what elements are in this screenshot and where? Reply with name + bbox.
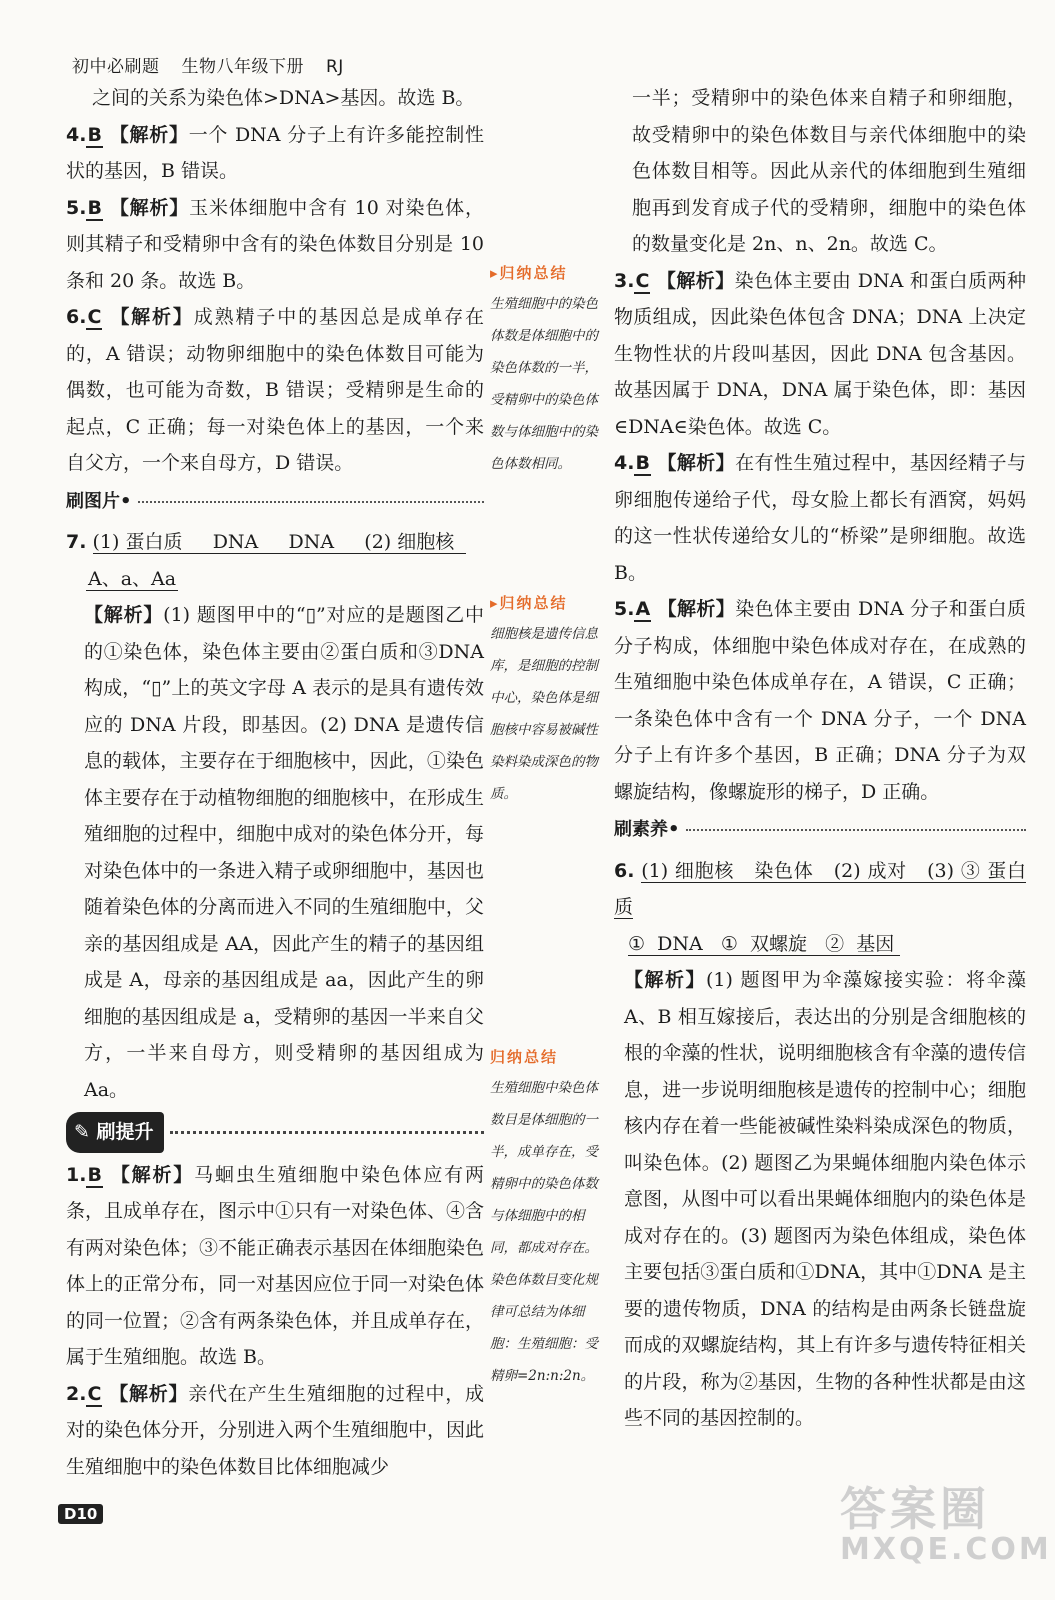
literacy-item-6-fill: 6. (1) 细胞核 染色体 (2) 成对 (3) ③ 蛋白质 ① DNA ① 双螺旋 ② 基因 <box>614 859 1027 955</box>
side-note-3: 归纳总结 生殖细胞中染色体数目是体细胞的一半，成单存在，受精卵中的染色体数与体细胞中的相同，都成对存在。染色体数目变化规律可总结为体细胞：生殖细胞：受精卵=2n:n:2n。 <box>490 1048 598 1384</box>
right-continuation: 一半；受精卵中的染色体来自精子和卵细胞，故受精卵中的染色体数目与亲代体细胞中的染色体数目相等。因此从亲代的体细胞到生殖细胞再到发育成子代的受精卵，细胞中的染色体的数量变化是 2n、n、2n。故选 C。 <box>632 87 1026 255</box>
answer-item-5: 5.B 【解析】玉米体细胞中含有 10 对染色体，则其精子和受精卵中含有的染色体数目分别是 10 条和 20 条。故选 B。 <box>66 196 484 292</box>
subject-title: 生物八年级下册 <box>181 57 304 77</box>
book-title: 初中必刷题 <box>72 57 160 77</box>
answer-item-6: 6.C 【解析】成熟精子中的基因总是成单存在的，A 错误；动物卵细胞中的染色体数目可能为偶数，也可能为奇数，B 错误；受精卵是生命的起点，C 正确；每一对染色体上的基因，一个来自父方，一个来自母方，D 错误。 <box>66 306 484 474</box>
answer-item-4: 4.B 【解析】一个 DNA 分子上有许多能控制性状的基因，B 错误。 <box>66 123 484 182</box>
improve-item-3: 3.C 【解析】染色体主要由 DNA 和蛋白质两种物质组成，因此染色体包含 DNA；DNA 上决定生物性状的片段叫基因，因此 DNA 包含基因。故基因属于 DNA，DNA 属于染色体，即：基因∈DNA∈染色体。故选 C。 <box>614 269 1026 438</box>
watermark-logo: 答案圈 MXQE.COM <box>840 1482 1052 1567</box>
left-column <box>66 80 484 1485</box>
edition: RJ <box>326 57 344 77</box>
answer-item-7-fill: 7. (1) 蛋白质 DNA DNA (2) 细胞核 A、a、Aa <box>66 524 484 597</box>
arrow-icon: ▸ <box>490 594 500 612</box>
literacy-item-6-explain: 【解析】(1) 题图甲为伞藻嫁接实验：将伞藻 A、B 相互嫁接后，表达出的分别是含细胞核的根的伞藻的性状，说明细胞核含有伞藻的遗传信息，进一步说明细胞核是遗传的控制中心；细胞核内存在着一些能被碱性染料染成深色的物质，叫染色体。(2) 题图乙为果蝇体细胞内染色体示意图，从图中可以看出果蝇体细胞内的染色体是成对存在的。(3) 题图丙为染色体组成，染色体主要包括③蛋白质和①DNA，其中①DNA 是主要的遗传物质，DNA 的结构是由两条长链盘旋而成的双螺旋结构，其上有许多与遗传特征相关的片段，称为②基因，生物的各种性状都是由这些不同的基因控制的。 <box>624 969 1026 1429</box>
section-heading-improve <box>66 1112 484 1153</box>
improve-item-5: 5.A 【解析】染色体主要由 DNA 分子和蛋白质分子构成，体细胞中染色体成对存在，在成熟的生殖细胞中染色体成单存在，A 错误，C 正确；一条染色体中含有一个 DNA 分子，一个 DNA 分子上有许多个基因，B 正确；DNA 分子为双螺旋结构，像螺旋形的梯子，D 正确。 <box>614 598 1026 803</box>
improve-item-4: 4.B 【解析】在有性生殖过程中，基因经精子与卵细胞传递给子代，母女脸上都长有酒窝，妈妈的这一性状传递给女儿的“桥梁”是卵细胞。故选 B。 <box>614 452 1026 584</box>
improve-item-2: 2.C 【解析】亲代在产生生殖细胞的过程中，成对的染色体分开，分别进入两个生殖细胞中，因此生殖细胞中的染色体数目比体细胞减少 <box>66 1382 485 1478</box>
improve-item-1: 1.B 【解析】马蛔虫生殖细胞中染色体应有两条，且成单存在，图示中①只有一对染色体、④含有两对染色体；③不能正确表示基因在体细胞染色体上的正常分布，同一对基因应位于同一对染色体的同一位置；②含有两条染色体，并且成单存在，属于生殖细胞。故选 B。 <box>66 1163 485 1368</box>
pencil-icon-badge: ✎ 刷提升 <box>66 1112 164 1153</box>
side-note-1: ▸归纳总结 生殖细胞中的染色体数是体细胞中的染色体数的一半，受精卵中的染色体数与体细胞中的染色体数相同。 <box>490 264 598 472</box>
section-heading-pictures: 刷图片 • <box>66 484 484 521</box>
answer-item-7-explain: 【解析】(1) 题图甲中的“▯”对应的是题图乙中的①染色体，染色体主要由②蛋白质和③DNA 构成，“▯”上的英文字母 A 表示的是具有遗传效应的 DNA 片段，即基因。(2) DNA 是遗传信息的载体，主要存在于细胞核中，因此，①染色体主要存在于动植物细胞的细胞核中，在形成生殖细胞的过程中，细胞中成对的染色体分开，每对染色体中的一条进入精子或卵细胞中，基因也随着染色体的分离而进入不同的生殖细胞中，父亲的基因组成是 AA，因此产生的精子的基因组成是 A，母亲的基因组成是 aa，因此产生的卵细胞的基因组成是 a，受精卵的基因一半来自父方，一半来自母方，则受精卵的基因组成为 Aa。 <box>84 604 484 1101</box>
page-number: D10 <box>58 1504 103 1524</box>
left-continuation: 之间的关系为染色体>DNA>基因。故选 B。 <box>92 87 475 109</box>
side-note-2: ▸归纳总结 细胞核是遗传信息库，是细胞的控制中心，染色体是细胞核中容易被碱性染料染成深色的物质。 <box>490 594 598 802</box>
page-header <box>72 52 366 77</box>
arrow-icon: ▸ <box>490 264 500 282</box>
right-column <box>614 80 1026 1437</box>
section-heading-literacy: 刷素养 • <box>614 812 1026 849</box>
